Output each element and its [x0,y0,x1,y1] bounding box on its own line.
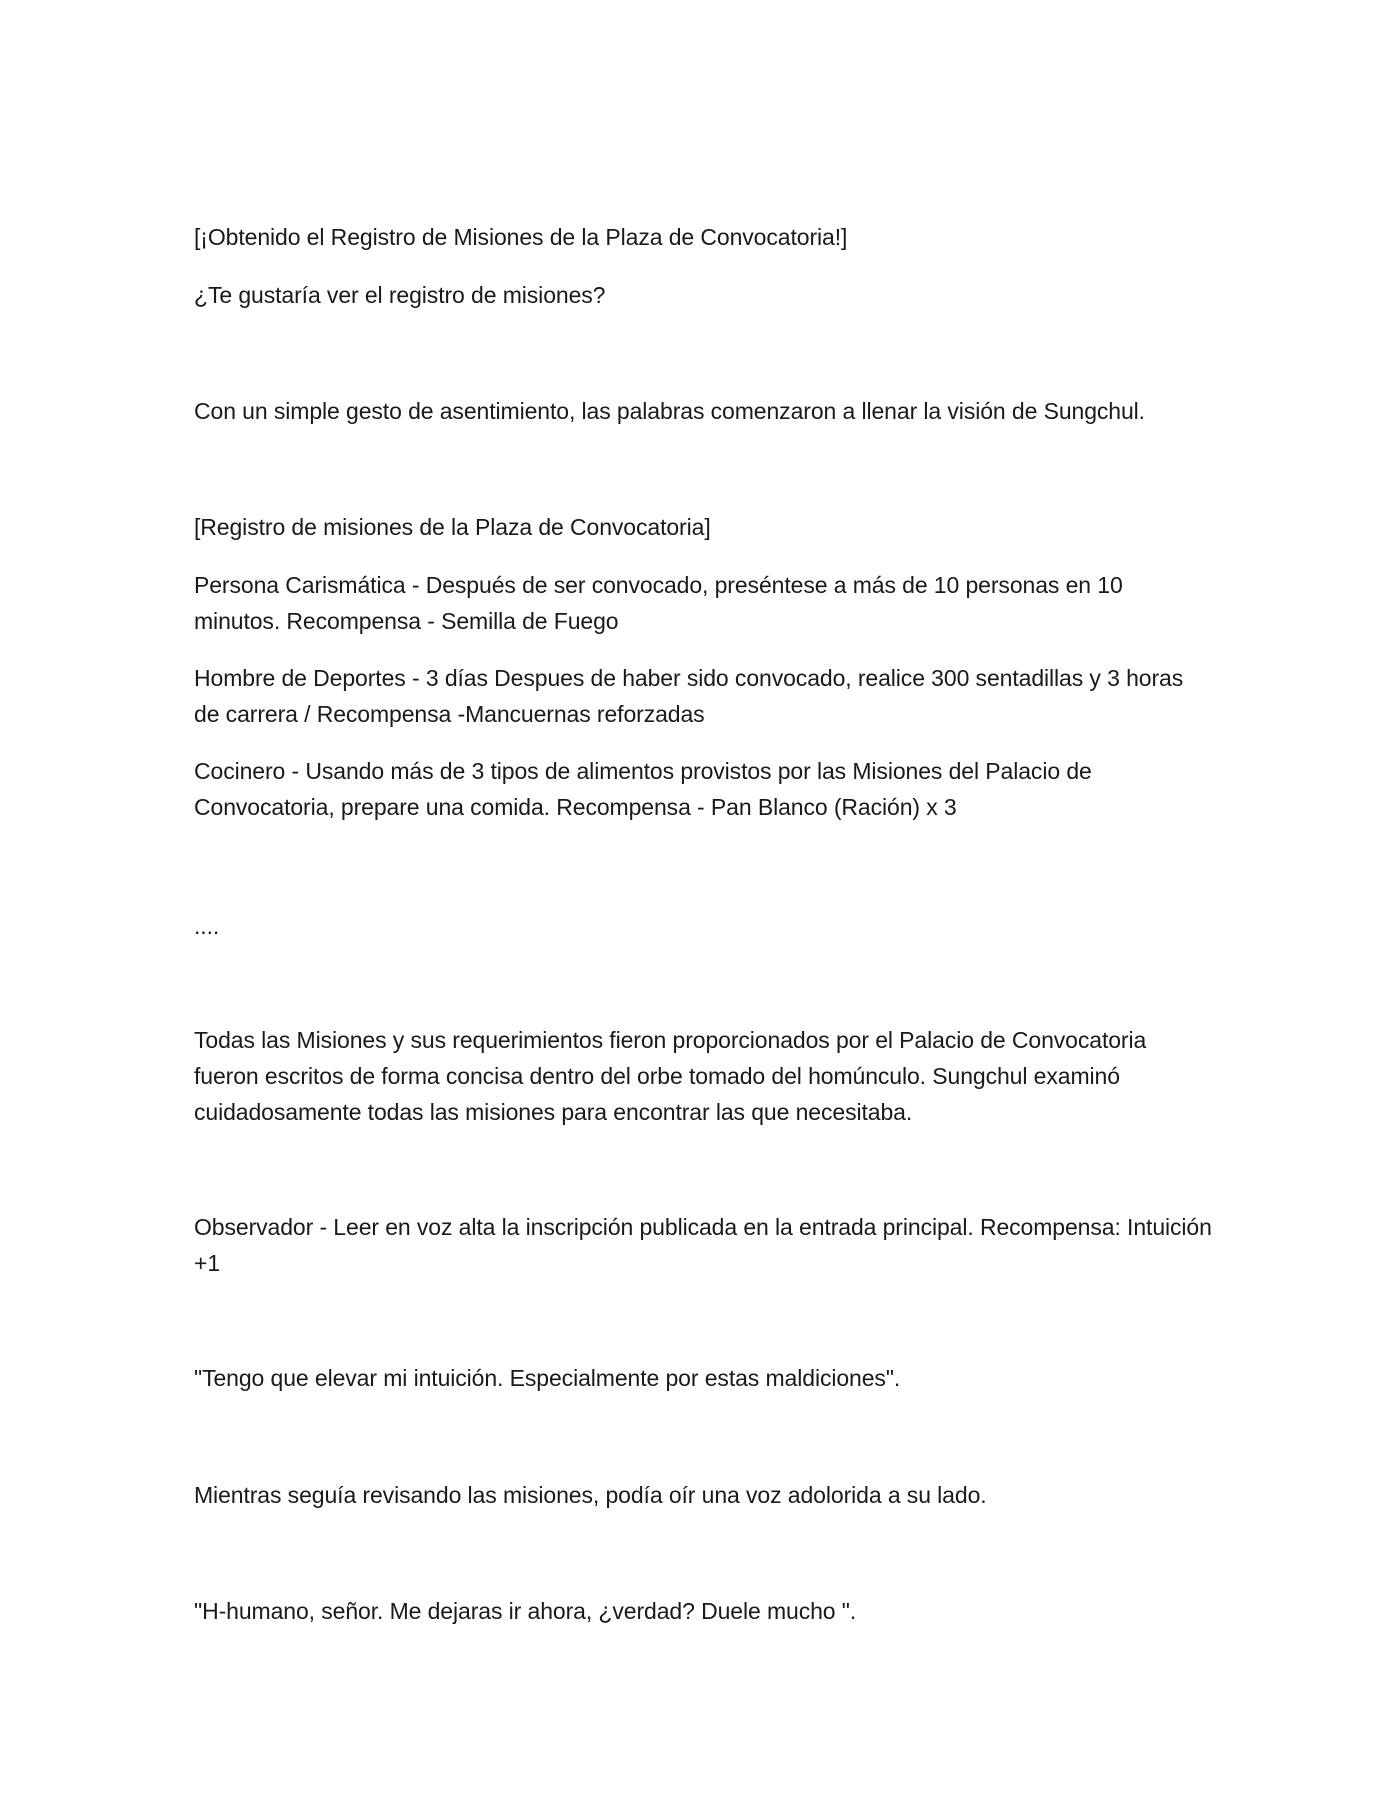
quest-entry-observer: Observador - Leer en voz alta la inscripción publicada en la entrada principal. Recompensa: Intuición +1 [194,1214,1212,1276]
quest-log-obtained-notice: [¡Obtenido el Registro de Misiones de la Plaza de Convocatoria!] [194,224,848,250]
dialogue-line: "H-humano, señor. Me dejaras ir ahora, ¿verdad? Duele mucho ". [194,1598,857,1624]
narration-paragraph: Con un simple gesto de asentimiento, las palabras comenzaron a llenar la visión de Sungchul. [194,398,1145,424]
quest-entry-charismatic: Persona Carismática - Después de ser convocado, preséntese a más de 10 personas en 10 minutos. Recompensa - Semilla de Fuego [194,572,1123,634]
dialogue-line: "Tengo que elevar mi intuición. Especialmente por estas maldiciones". [194,1365,901,1391]
quest-log-heading: [Registro de misiones de la Plaza de Convocatoria] [194,514,711,540]
view-quest-log-prompt: ¿Te gustaría ver el registro de misiones? [194,282,606,308]
narration-paragraph: Todas las Misiones y sus requerimientos fieron proporcionados por el Palacio de Convocatoria fueron escritos de forma concisa dentro del orbe tomado del homúnculo. Sungchul examinó cuidadosamente todas las misiones para encontrar las que necesitaba. [194,1027,1147,1125]
ellipsis-separator: .... [194,913,220,939]
narration-paragraph: Mientras seguía revisando las misiones, podía oír una voz adolorida a su lado. [194,1482,987,1508]
quest-entry-cook: Cocinero - Usando más de 3 tipos de alimentos provistos por las Misiones del Palacio de Convocatoria, prepare una comida. Recompensa - Pan Blanco (Ración) x 3 [194,758,1092,820]
quest-entry-sports: Hombre de Deportes - 3 días Despues de haber sido convocado, realice 300 sentadillas y 3 horas de carrera / Recompensa -Mancuernas reforzadas [194,665,1184,727]
